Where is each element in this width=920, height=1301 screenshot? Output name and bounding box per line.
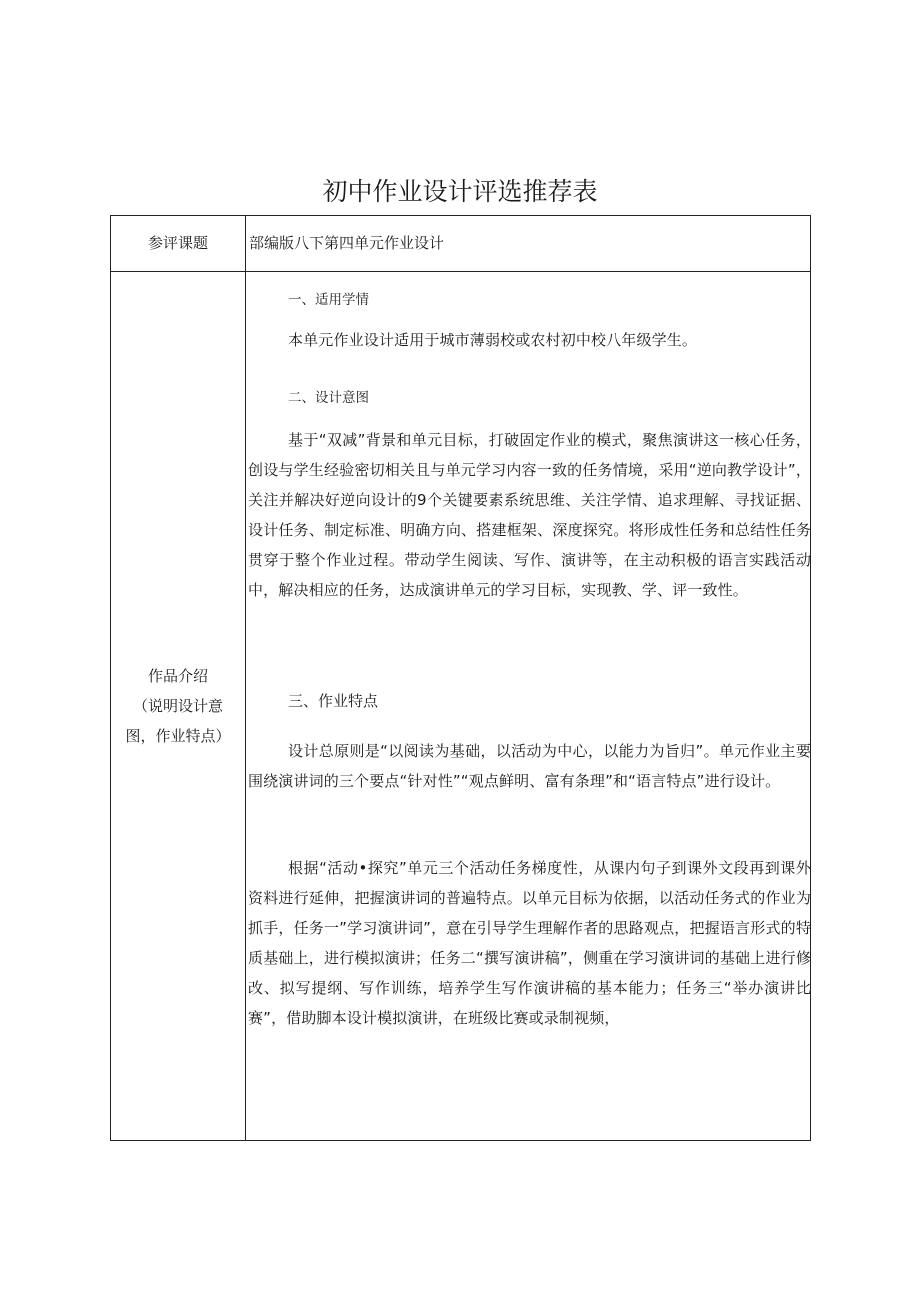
section-paragraph: 基于“双减”背景和单元目标，打破固定作业的模式，聚焦演讲这一核心任务，创设与学生经验密切相关且与单元学习内容一致的任务情境，采用“逆向教学设计”，关注并解决好逆向设计的9个关键要素系统思维、关注学情、追求理解、寻找证据、设计任务、制定标准、明确方向、搭建框架、深度探究。将形成性任务和总结性任务贯穿于整个作业过程。带动学生阅读、写作、演讲等，在主动积极的语言实践活动中，解决相应的任务，达成演讲单元的学习目标，实现教、学、评一致性。 (248, 431, 811, 599)
document-title: 初中作业设计评选推荐表 (322, 177, 598, 206)
column-divider (245, 216, 246, 1140)
topic-label: 参评课题 (147, 234, 208, 252)
section-paragraph: 本单元作业设计适用于城市薄弱校或农村初中校八年级学生。 (288, 331, 698, 349)
section-paragraph: 设计总原则是“以阅读为基础，以活动为中心，以能力为旨归”。单元作业主要围绕演讲词的三个要点“针对性”“观点鲜明、富有条理”和“语言特点”进行设计。 (248, 742, 811, 790)
intro-label-line: 图，作业特点） (125, 727, 231, 745)
recommendation-form-table (110, 215, 811, 1141)
intro-label-line: （说明设计意 (132, 697, 223, 715)
topic-value: 部编版八下第四单元作业设计 (249, 234, 445, 252)
section-heading: 二、设计意图 (288, 390, 369, 406)
intro-label-line: 作品介绍 (147, 667, 208, 685)
section-heading: 三、作业特点 (288, 692, 379, 710)
intro-label (111, 661, 245, 751)
topic-row (111, 216, 810, 272)
section-paragraph: 根据“活动•探究”单元三个活动任务梯度性，从课内句子到课外文段再到课外资料进行延伸，把握演讲词的普遍特点。以单元目标为依据，以活动任务式的作业为抓手，任务一”学习演讲词”，意在引导学生理解作者的思路观点，把握语言形式的特质基础上，进行模拟演讲；任务二“撰写演讲稿”，侧重在学习演讲词的基础上进行修改、拟写提纲、写作训练，培养学生写作演讲稿的基本能力；任务三“举办演讲比赛”，借助脚本设计模拟演讲，在班级比赛或录制视频， (248, 859, 811, 1027)
section-heading: 一、适用学情 (288, 292, 369, 308)
